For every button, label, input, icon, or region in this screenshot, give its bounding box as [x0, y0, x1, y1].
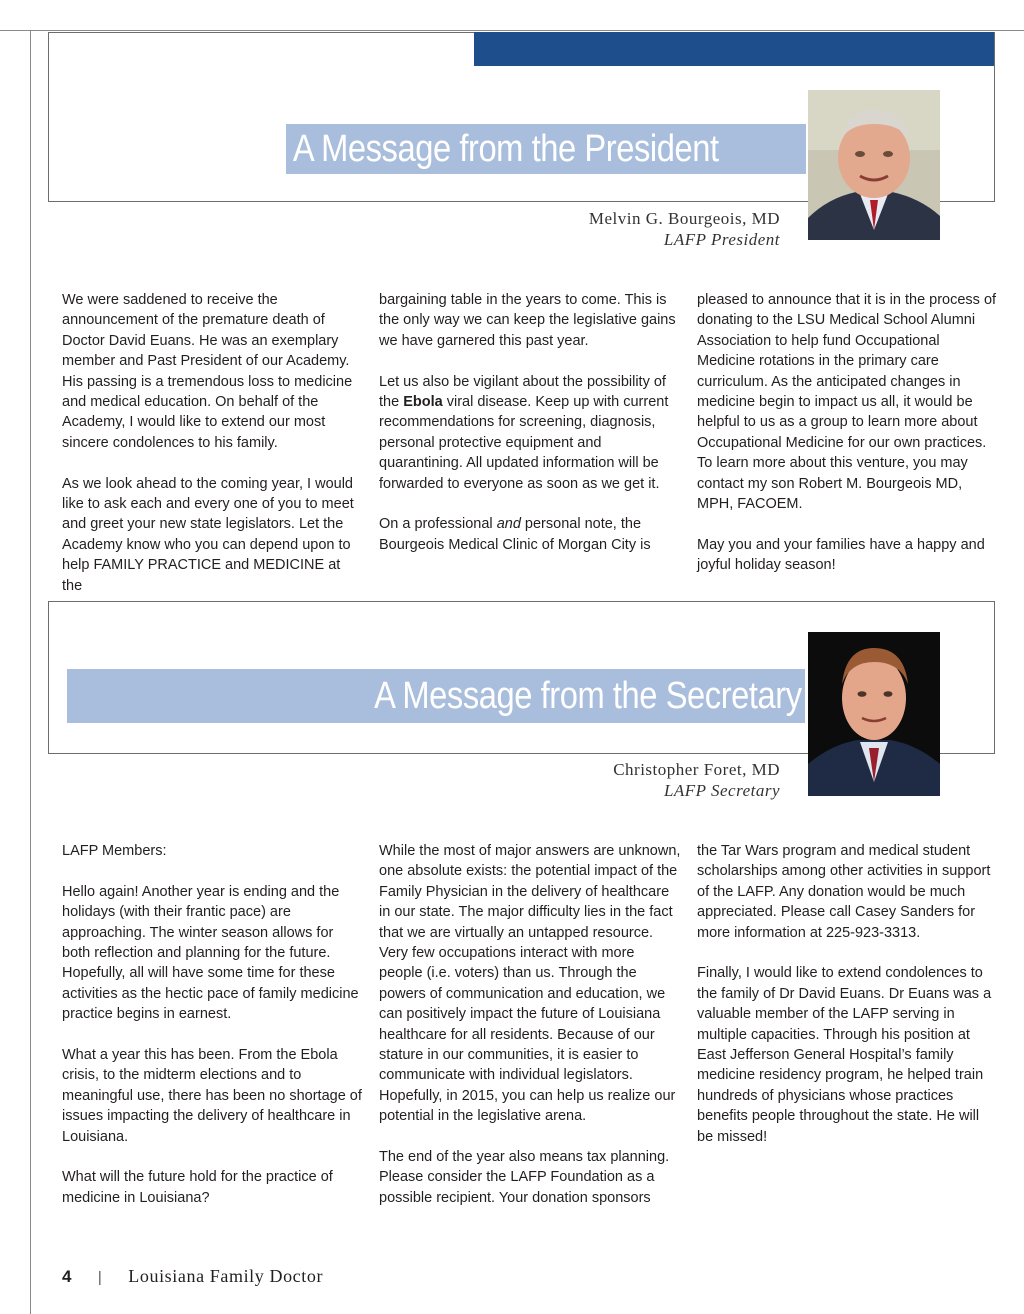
page-number: 4 — [62, 1267, 72, 1286]
president-photo — [808, 90, 940, 240]
secretary-column-2 — [379, 841, 681, 1208]
text-run: personal note, the Bourgeois Medical Clinic of Morgan City is — [379, 516, 651, 553]
secretary-title-text: A Message from the Secretary — [374, 675, 802, 717]
president-byline — [440, 208, 780, 250]
paragraph: LAFP Members: — [62, 843, 167, 859]
secretary-name: Christopher Foret, MD — [613, 760, 780, 779]
president-column-3 — [697, 290, 999, 576]
secretary-title — [67, 669, 805, 723]
text-run: On a professional — [379, 516, 493, 533]
paragraph: While the most of major answers are unknown, one absolute exists: the potential impact of the Family Physician in the delivery of healthcare in our state. The major difficulty lies in the fact that we are virtually an untapped resource. Very few occupations interact with more people (i.e. voters) than us. Through the powers of communication and education, we can positively impact the future of Louisiana healthcare for all residents. Because of our stature in our communities, it is easier to communicate with individual legislators. Hopefully, in 2015, you can help us realize our potential in the legislative arena. — [379, 843, 681, 1125]
paragraph: Finally, I would like to extend condolences to the family of Dr David Euans. Dr Euans was a valuable member of the LAFP serving in multiple capacities. Through his position at East Jefferson General Hospital’s family medicine residency program, he helped train hundreds of physicians whose practices benefits people throughout the state. He will be missed! — [697, 965, 992, 1145]
paragraph: Hello again! Another year is ending and the holidays (with their frantic pace) are approaching. The winter season allows for both reflection and planning for the future. Hopefully, all will have some time for these activities as the hectic pace of family medicine practice begins in earnest. — [62, 883, 359, 1023]
paragraph: bargaining table in the years to come. This is the only way we can keep the legislative gains we have garnered this past year. — [379, 292, 676, 349]
secretary-photo — [808, 632, 940, 796]
secretary-column-1 — [62, 841, 364, 1208]
secretary-byline — [440, 759, 780, 801]
text-run: viral disease. Keep up with current recommendations for screening, diagnosis, personal protective equipment and quarantining. All updated information will be forwarded to everyone as soon as we get it. — [379, 394, 669, 492]
paragraph: the Tar Wars program and medical student scholarships among other activities in support of the LAFP. Any donation would be much appreciated. Please call Casey Sanders for more information at 225-923-3313. — [697, 843, 991, 941]
president-role: LAFP President — [663, 230, 780, 249]
paragraph: As we look ahead to the coming year, I would like to ask each and every one of you to meet and greet your new state legislators. Let the Academy know who you can depend upon to help FAMILY PRACTICE and MEDICINE at the — [62, 475, 354, 594]
left-rule — [30, 30, 31, 1314]
president-portrait-image — [808, 90, 940, 240]
emphasis-bold: Ebola — [403, 394, 443, 411]
paragraph: What will the future hold for the practice of medicine in Louisiana? — [62, 1169, 333, 1206]
paragraph: May you and your families have a happy and joyful holiday season! — [697, 536, 985, 574]
text-run: Let us also be vigilant about the possibility of the — [379, 373, 666, 411]
emphasis-italic: and — [496, 516, 521, 533]
paragraph — [379, 514, 681, 555]
top-rule — [0, 30, 1024, 31]
accent-bar — [474, 32, 994, 66]
paragraph — [379, 372, 681, 494]
publication-title: Louisiana Family Doctor — [128, 1266, 324, 1286]
footer-separator: | — [97, 1269, 102, 1286]
paragraph: The end of the year also means tax planning. Please consider the LAFP Foundation as a possible recipient. Your donation sponsors — [379, 1149, 670, 1206]
president-column-1 — [62, 290, 364, 596]
secretary-role: LAFP Secretary — [663, 781, 780, 800]
president-name: Melvin G. Bourgeois, MD — [588, 209, 780, 228]
president-title — [286, 124, 806, 174]
secretary-portrait-image — [808, 632, 940, 796]
secretary-column-3 — [697, 841, 999, 1147]
paragraph: What a year this has been. From the Ebola crisis, to the midterm elections and to meaningful use, there has been no shortage of issues impacting the delivery of healthcare in Louisiana. — [62, 1047, 362, 1145]
president-column-2 — [379, 290, 681, 555]
paragraph: We were saddened to receive the announcement of the premature death of Doctor David Euans. He was an exemplary member and Past President of our Academy. His passing is a tremendous loss to medicine and medical education. On behalf of the Academy, I would like to extend our most sincere condolences to his family. — [62, 292, 353, 451]
president-title-text: A Message from the President — [292, 128, 719, 170]
page-footer — [62, 1266, 462, 1292]
paragraph: pleased to announce that it is in the process of donating to the LSU Medical School Alumni Association to help fund Occupational Medicine rotations in the primary care curriculum. As the anticipated changes in medicine begin to impact us all, it would be helpful to us as a group to learn more about Occupational Medicine for our own practices. To learn more about this venture, you may contact my son Robert M. Bourgeois MD, MPH, FACOEM. — [697, 292, 997, 513]
